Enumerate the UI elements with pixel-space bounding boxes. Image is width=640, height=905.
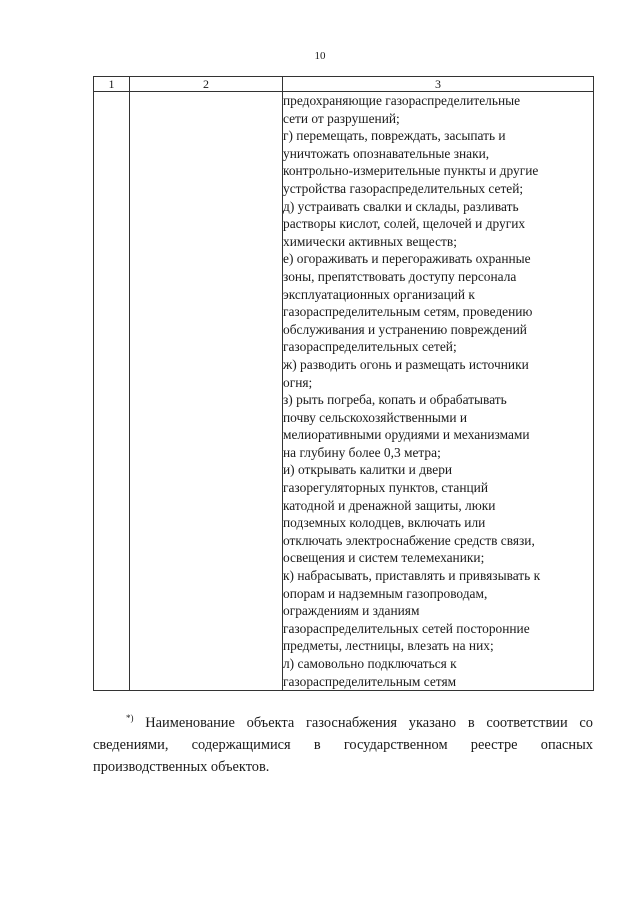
table-row bbox=[94, 92, 594, 691]
footnote-line-1: Наименование объекта газоснабжения указано в соответствии со bbox=[145, 714, 593, 731]
text-line: отключать электроснабжение средств связи, bbox=[283, 532, 535, 548]
text-line: е) огораживать и перегораживать охранные bbox=[283, 251, 531, 267]
text-line: ограждениям и зданиям bbox=[283, 603, 420, 619]
text-line: предметы, лестницы, влезать на них; bbox=[283, 638, 494, 654]
text-line: газораспределительным сетям, проведению bbox=[283, 304, 533, 320]
text-line: л) самовольно подключаться к bbox=[283, 656, 457, 671]
text-line: почву сельскохозяйственными и bbox=[283, 409, 468, 425]
table-header-row bbox=[94, 77, 594, 92]
text-line: химически активных веществ; bbox=[283, 233, 457, 249]
requirements-table bbox=[93, 76, 594, 691]
cell-col-1 bbox=[94, 92, 130, 691]
footnote-line-2: сведениями, содержащимися в государственном реестре опасных bbox=[93, 736, 593, 753]
text-line: обслуживания и устранению повреждений bbox=[283, 321, 527, 337]
text-line: ж) разводить огонь и размещать источники bbox=[283, 356, 529, 372]
text-line: газорегуляторных пунктов, станций bbox=[283, 480, 489, 496]
cell-col-2 bbox=[130, 92, 283, 691]
text-line: предохраняющие газораспределительные bbox=[283, 93, 521, 108]
cell-col-3 bbox=[283, 92, 594, 691]
text-line: д) устраивать свалки и склады, разливать bbox=[283, 198, 519, 214]
text-line: зоны, препятствовать доступу персонала bbox=[283, 268, 517, 284]
text-line: освещения и систем телемеханики; bbox=[283, 550, 485, 566]
text-line: катодной и дренажной защиты, люки bbox=[283, 497, 496, 513]
text-line: эксплуатационных организаций к bbox=[283, 286, 475, 302]
footnote-paragraph bbox=[93, 707, 593, 756]
text-line: устройства газораспределительных сетей; bbox=[283, 180, 524, 196]
footnote-marker: *) bbox=[126, 713, 134, 723]
text-line: к) набрасывать, приставлять и привязывать к bbox=[283, 568, 541, 584]
text-line: сети от разрушений; bbox=[283, 110, 400, 126]
text-line: газораспределительным сетям bbox=[283, 673, 457, 689]
text-line: подземных колодцев, включать или bbox=[283, 515, 486, 531]
text-line: и) открывать калитки и двери bbox=[283, 462, 453, 478]
footnote bbox=[93, 707, 593, 778]
column-header-1: 1 bbox=[94, 77, 130, 92]
text-line: з) рыть погреба, копать и обрабатывать bbox=[283, 392, 507, 408]
column-header-3: 3 bbox=[283, 77, 594, 92]
text-line: опорам и надземным газопроводам, bbox=[283, 585, 488, 601]
text-line: огня; bbox=[283, 374, 313, 390]
text-line: растворы кислот, солей, щелочей и других bbox=[283, 216, 526, 232]
text-line: на глубину более 0,3 метра; bbox=[283, 444, 441, 460]
text-line: уничтожать опознавательные знаки, bbox=[283, 145, 490, 161]
page-number: 10 bbox=[314, 50, 326, 62]
text-line: контрольно-измерительные пункты и другие bbox=[283, 163, 539, 179]
footnote-line-3: производственных объектов. bbox=[93, 758, 270, 775]
column-header-2: 2 bbox=[130, 77, 283, 92]
text-line: мелиоративными орудиями и механизмами bbox=[283, 427, 530, 443]
text-line: г) перемещать, повреждать, засыпать и bbox=[283, 128, 506, 144]
text-line: газораспределительных сетей; bbox=[283, 339, 457, 355]
text-line: газораспределительных сетей посторонние bbox=[283, 620, 530, 636]
